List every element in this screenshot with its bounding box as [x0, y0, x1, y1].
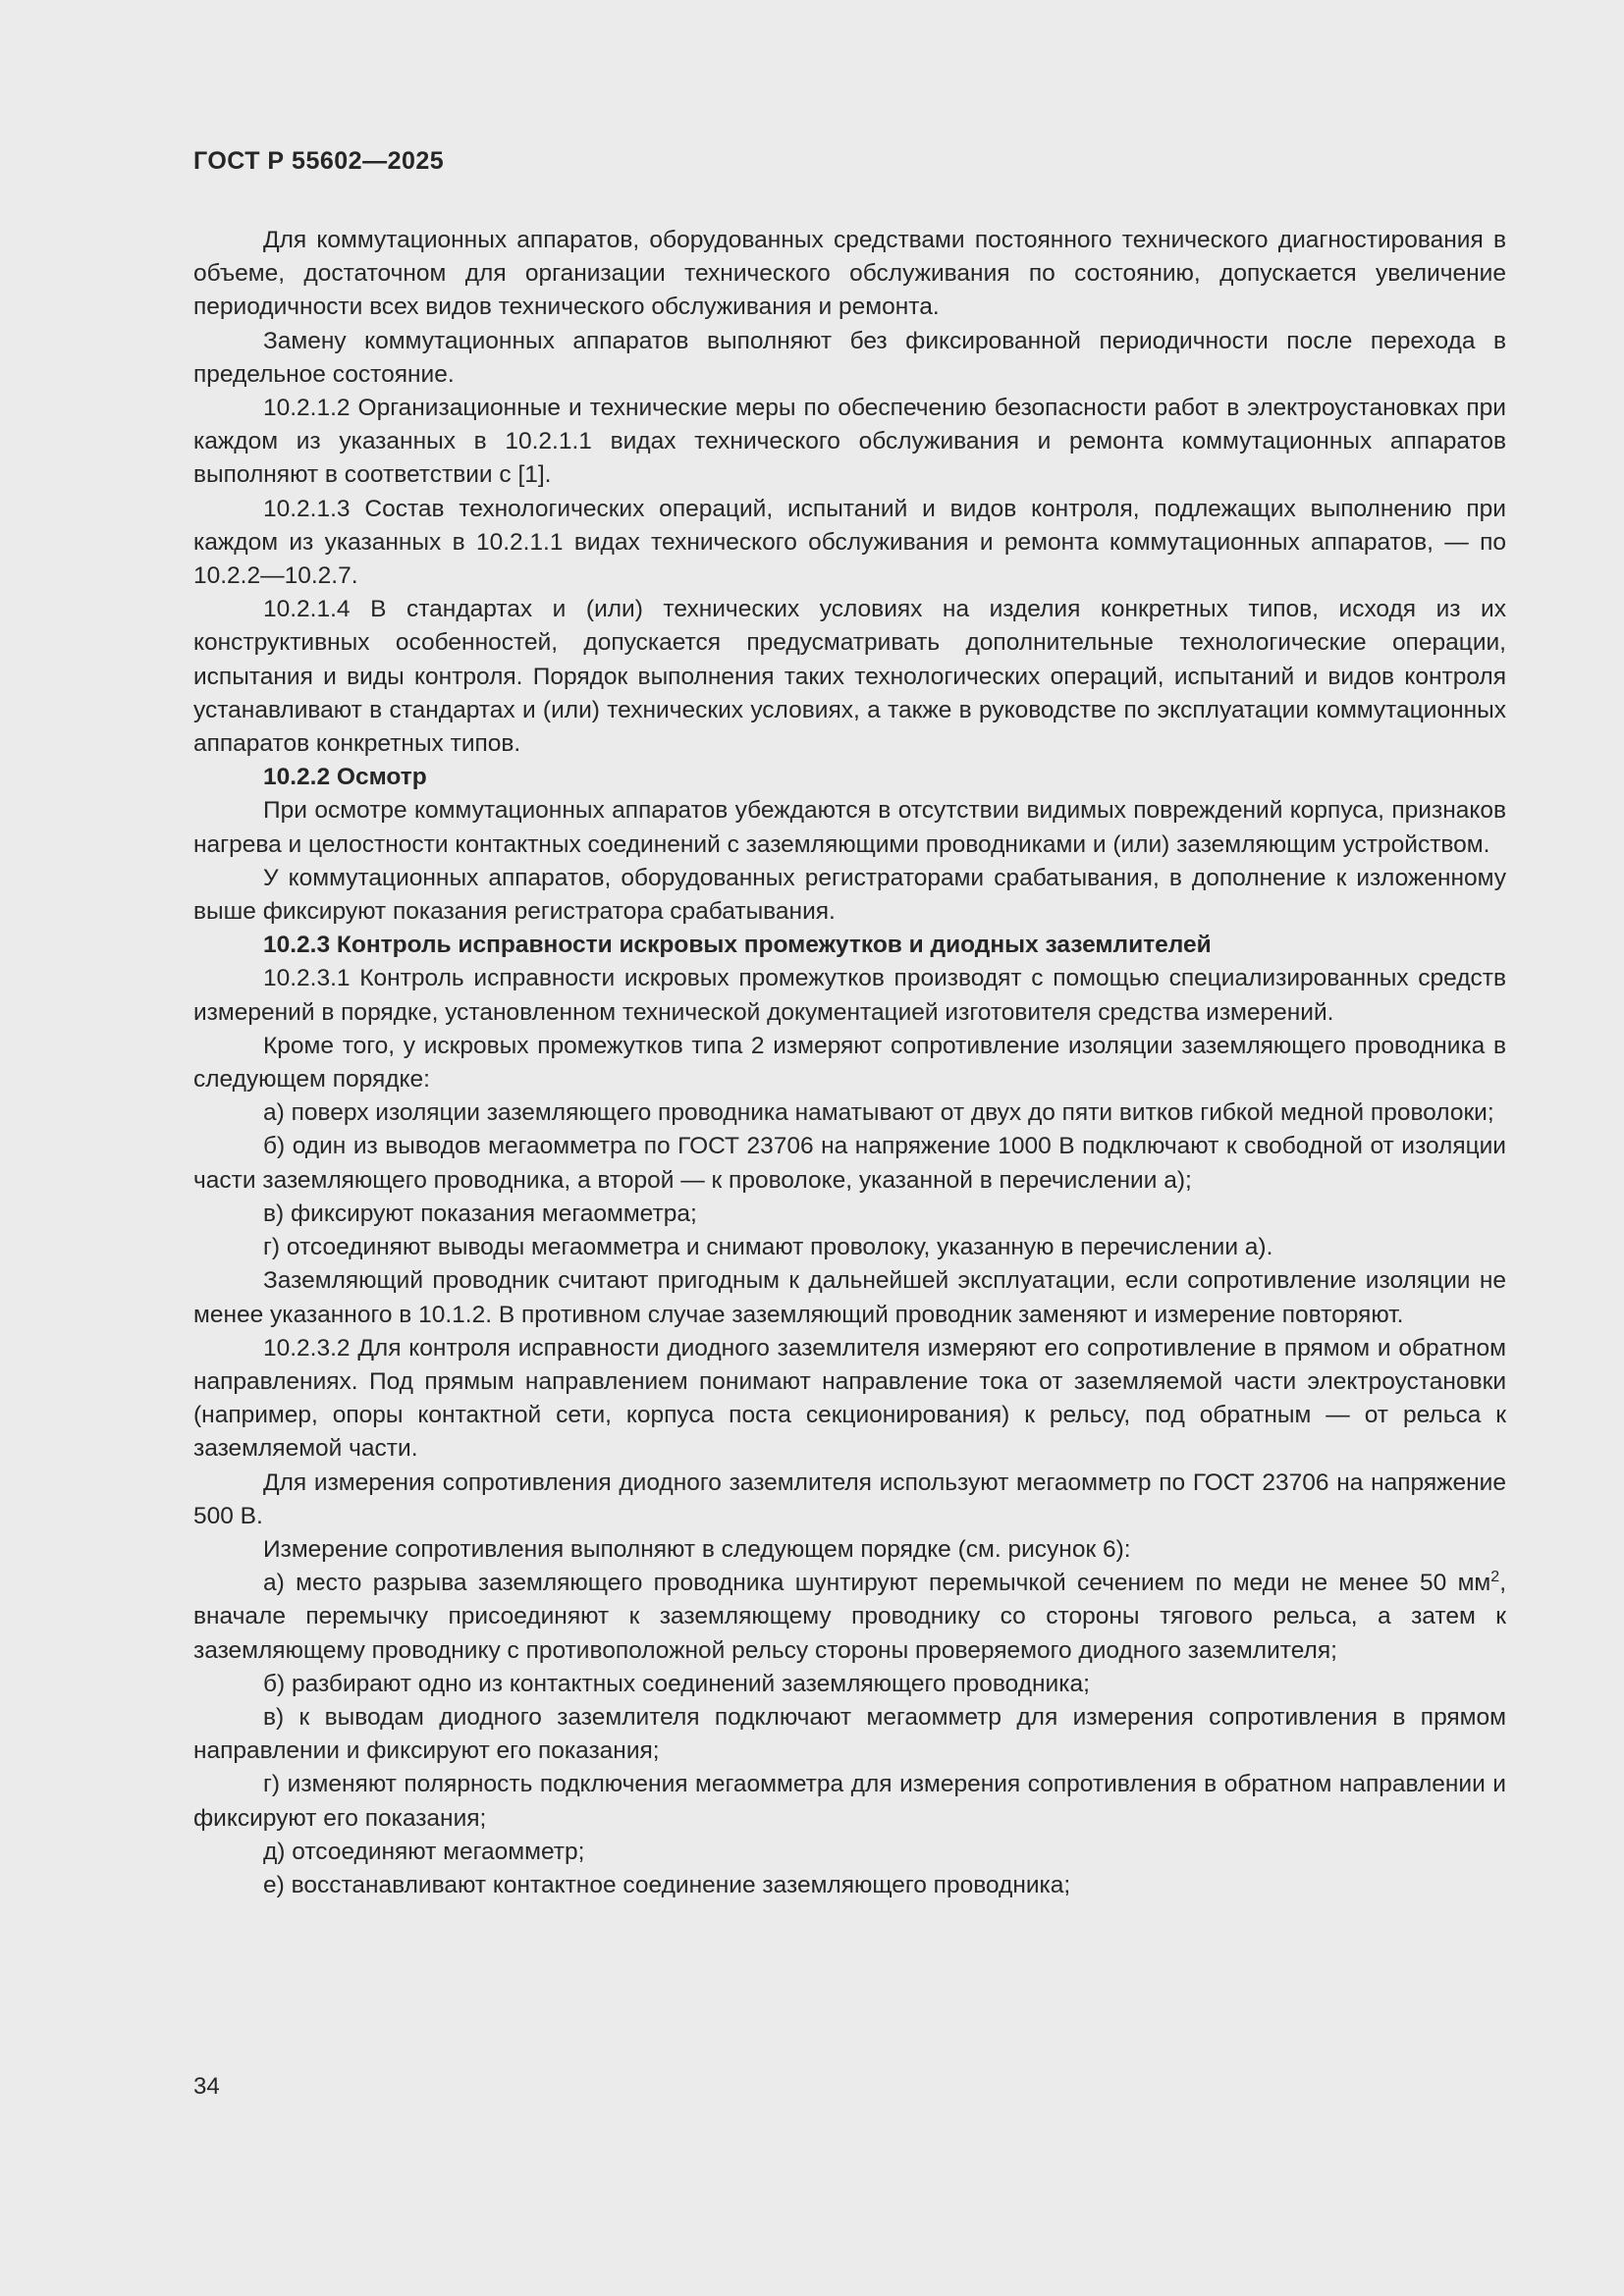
paragraph: 10.2.1.3 Состав технологических операций, испытаний и видов контроля, подлежащих выполнению при каждом из указанных в 10.2.1.1 видах технического обслуживания и ремонта коммутационных аппаратов, — по 10.2.2—10.2.7.	[193, 495, 1506, 590]
paragraph: 10.2.3.1 Контроль исправности искровых промежутков производят с помощью специализированных средств измерений в порядке, установленном технической документацией изготовителя средства измерений.	[193, 965, 1506, 1026]
list-item: в) фиксируют показания мегаомметра;	[263, 1200, 697, 1227]
list-item-text: , вначале перемычку присоединяют к заземляющему проводнику со стороны тягового рельса, а затем к заземляющему проводнику с противоположной рельсу стороны проверяемого диодного заземлителя;	[193, 1570, 1506, 1664]
list-item	[193, 1567, 1506, 1668]
superscript: 2	[1490, 1568, 1500, 1585]
paragraph: При осмотре коммутационных аппаратов убеждаются в отсутствии видимых повреждений корпуса, признаков нагрева и целостности контактных соединений с заземляющими проводниками и (или) заземляющим устройством.	[193, 797, 1506, 858]
list-item: г) отсоединяют выводы мегаомметра и снимают проволоку, указанную в перечислении а).	[263, 1234, 1273, 1261]
list-item: г) изменяют полярность подключения мегаомметра для измерения сопротивления в обратном направлении и фиксируют его показания;	[193, 1771, 1506, 1832]
paragraph: Измерение сопротивления выполняют в следующем порядке (см. рисунок 6):	[263, 1535, 1131, 1563]
list-item: в) к выводам диодного заземлителя подключают мегаомметр для измерения сопротивления в прямом направлении и фиксируют его показания;	[193, 1703, 1506, 1765]
paragraph: Кроме того, у искровых промежутков типа 2 измеряют сопротивление изоляции заземляющего проводника в следующем порядке:	[193, 1032, 1506, 1094]
paragraph: 10.2.3.2 Для контроля исправности диодного заземлителя измеряют его сопротивление в прямом и обратном направлениях. Под прямым направлением понимают направление тока от заземляемой части электроустановки (например, опоры контактной сети, корпуса поста секционирования) к рельсу, под обратным — от рельса к заземляемой части.	[193, 1334, 1506, 1463]
paragraph: Замену коммутационных аппаратов выполняют без фиксированной периодичности после перехода в предельное состояние.	[193, 327, 1506, 388]
paragraph: 10.2.1.4 В стандартах и (или) технических условиях на изделия конкретных типов, исходя из их конструктивных особенностей, допускается предусматривать дополнительные технологические операции, испытания и виды контроля. Порядок выполнения таких технологических операций, испытаний и видов контроля устанавливают в стандартах и (или) технических условиях, а также в руководстве по эксплуатации коммутационных аппаратов конкретных типов.	[193, 596, 1506, 758]
document-header: ГОСТ Р 55602—2025	[193, 147, 445, 175]
list-item-text: а) место разрыва заземляющего проводника шунтируют перемычкой сечением по меди не менее 50 мм	[263, 1570, 1491, 1597]
paragraph: У коммутационных аппаратов, оборудованных регистраторами срабатывания, в дополнение к изложенному выше фиксируют показания регистратора срабатывания.	[193, 864, 1506, 926]
paragraph: Заземляющий проводник считают пригодным к дальнейшей эксплуатации, если сопротивление изоляции не менее указанного в 10.1.2. В противном случае заземляющий проводник заменяют и измерение повторяют.	[193, 1267, 1506, 1328]
list-item: б) разбирают одно из контактных соединений заземляющего проводника;	[263, 1670, 1090, 1697]
list-item: д) отсоединяют мегаомметр;	[263, 1838, 585, 1865]
paragraph: Для коммутационных аппаратов, оборудованных средствами постоянного технического диагностирования в объеме, достаточном для организации технического обслуживания по состоянию, допускается увеличение периодичности всех видов технического обслуживания и ремонта.	[193, 227, 1506, 321]
paragraph: Для измерения сопротивления диодного заземлителя используют мегаомметр по ГОСТ 23706 на напряжение 500 В.	[193, 1468, 1506, 1529]
list-item: е) восстанавливают контактное соединение заземляющего проводника;	[263, 1871, 1071, 1898]
list-item: а) поверх изоляции заземляющего проводника наматывают от двух до пяти витков гибкой медной проволоки;	[263, 1099, 1494, 1127]
list-item: б) один из выводов мегаомметра по ГОСТ 23706 на напряжение 1000 В подключают к свободной от изоляции части заземляющего проводника, а второй — к проволоке, указанной в перечислении а);	[193, 1133, 1506, 1194]
section-heading-10-2-3: 10.2.3 Контроль исправности искровых промежутков и диодных заземлителей	[263, 932, 1212, 959]
section-heading-10-2-2: 10.2.2 Осмотр	[263, 764, 427, 791]
page-number: 34	[193, 2073, 220, 2100]
paragraph: 10.2.1.2 Организационные и технические меры по обеспечению безопасности работ в электроустановках при каждом из указанных в 10.2.1.1 видах технического обслуживания и ремонта коммутационных аппаратов выполняют в соответствии с [1].	[193, 395, 1506, 489]
document-body	[193, 224, 1506, 1902]
